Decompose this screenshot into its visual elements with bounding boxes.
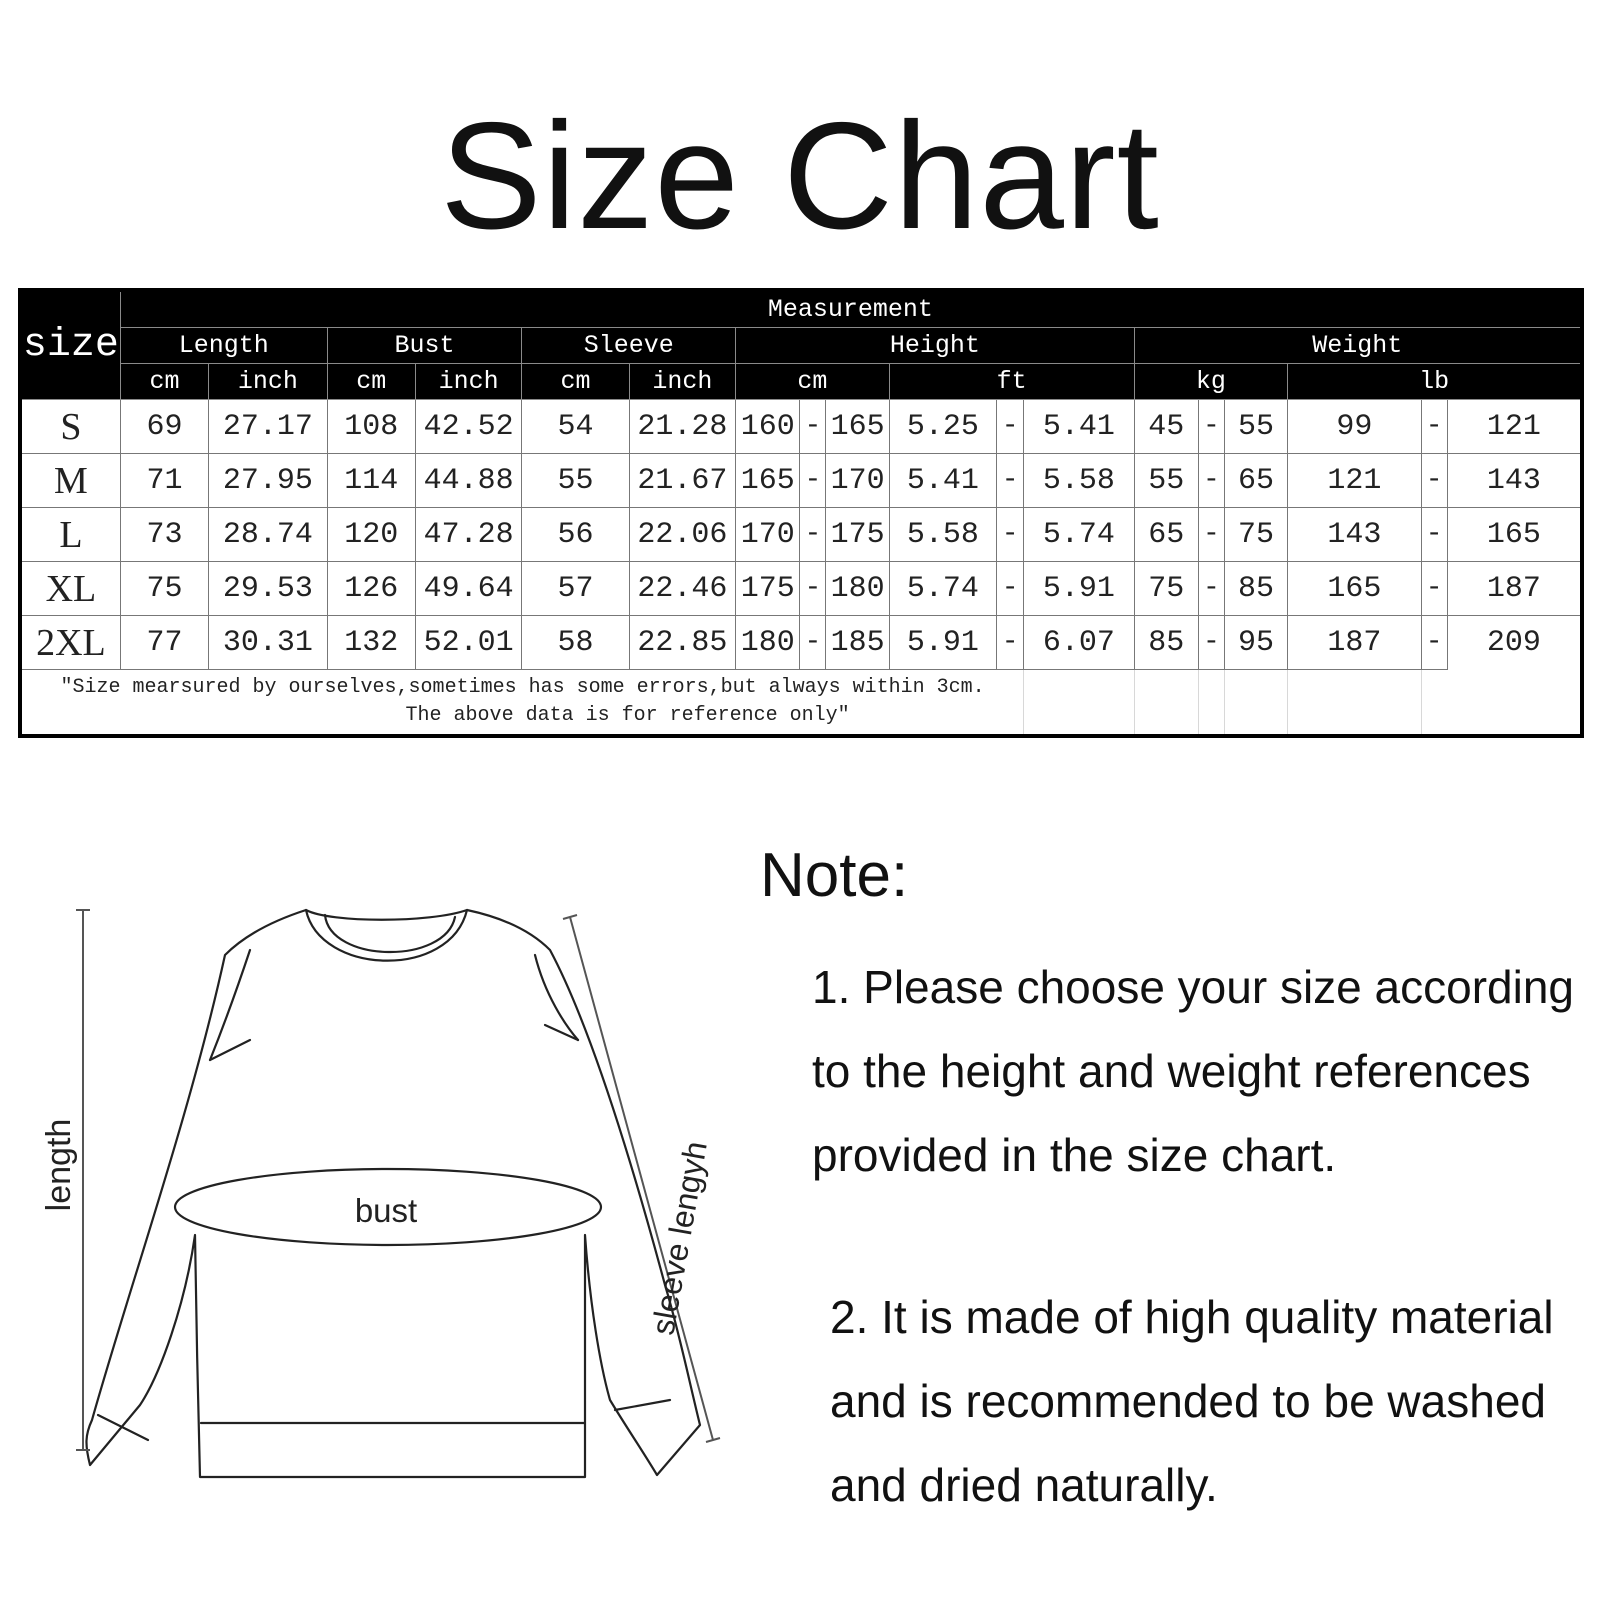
weight-lb-max-cell: 165 <box>1447 508 1582 562</box>
range-separator: - <box>1421 562 1447 616</box>
note-item-2 <box>830 1275 1590 1527</box>
height-ft-max-cell: 5.58 <box>1024 454 1134 508</box>
bust-cm-cell: 108 <box>327 400 415 454</box>
height-cm-min-cell: 170 <box>736 508 800 562</box>
range-separator: - <box>997 454 1024 508</box>
length-inch-cell: 30.31 <box>209 616 327 670</box>
bust-inch-unit: inch <box>415 364 521 400</box>
note-line: 2. It is made of high quality material <box>830 1291 1554 1343</box>
length-cm-cell: 71 <box>120 454 208 508</box>
sleeve-length-label: sleeve lengyh <box>644 1138 714 1338</box>
range-separator: - <box>1198 616 1224 670</box>
height-cm-min-cell: 175 <box>736 562 800 616</box>
length-inch-cell: 27.95 <box>209 454 327 508</box>
height-cm-max-cell: 175 <box>826 508 889 562</box>
range-separator: - <box>800 508 826 562</box>
height-ft-min-cell: 5.25 <box>889 400 996 454</box>
table-footnote <box>20 670 1024 737</box>
sleeve-cm-cell: 57 <box>522 562 629 616</box>
length-cm-cell: 69 <box>120 400 208 454</box>
height-cm-max-cell: 165 <box>826 400 889 454</box>
note-line: 1. Please choose your size according <box>812 961 1574 1013</box>
sleeve-cm-cell: 56 <box>522 508 629 562</box>
weight-kg-unit: kg <box>1134 364 1288 400</box>
bust-cm-cell: 132 <box>327 616 415 670</box>
length-cm-unit: cm <box>120 364 208 400</box>
length-inch-cell: 27.17 <box>209 400 327 454</box>
range-separator: - <box>997 400 1024 454</box>
range-separator: - <box>800 616 826 670</box>
sweatshirt-diagram <box>30 895 730 1515</box>
note-heading: Note: <box>760 841 909 910</box>
note-line: to the height and weight references <box>812 1045 1531 1097</box>
size-row <box>20 562 1582 616</box>
page-title: Size Chart <box>440 91 1160 261</box>
bust-cm-unit: cm <box>327 364 415 400</box>
note-line: and dried naturally. <box>830 1459 1218 1511</box>
note-line: provided in the size chart. <box>812 1129 1337 1181</box>
bust-label: bust <box>354 1192 418 1229</box>
weight-lb-min-cell: 121 <box>1288 454 1421 508</box>
blank-cell <box>1224 670 1287 737</box>
height-cm-min-cell: 180 <box>736 616 800 670</box>
sleeve-cm-cell: 55 <box>522 454 629 508</box>
height-header: Height <box>736 328 1134 364</box>
size-cell: M <box>20 454 120 508</box>
weight-kg-max-cell: 95 <box>1224 616 1287 670</box>
length-cm-cell: 73 <box>120 508 208 562</box>
size-cell: S <box>20 400 120 454</box>
height-ft-unit: ft <box>889 364 1134 400</box>
range-separator: - <box>997 616 1024 670</box>
size-row <box>20 454 1582 508</box>
size-cell: XL <box>20 562 120 616</box>
length-label: length <box>40 1118 78 1212</box>
weight-header: Weight <box>1134 328 1582 364</box>
weight-kg-min-cell: 85 <box>1134 616 1198 670</box>
height-cm-max-cell: 170 <box>826 454 889 508</box>
sleeve-inch-cell: 22.85 <box>629 616 735 670</box>
length-cm-cell: 75 <box>120 562 208 616</box>
bust-cm-cell: 120 <box>327 508 415 562</box>
range-separator: - <box>1198 400 1224 454</box>
height-cm-min-cell: 160 <box>736 400 800 454</box>
weight-lb-min-cell: 165 <box>1288 562 1421 616</box>
sleeve-inch-cell: 22.46 <box>629 562 735 616</box>
sleeve-inch-cell: 21.28 <box>629 400 735 454</box>
height-ft-min-cell: 5.58 <box>889 508 996 562</box>
range-separator: - <box>1198 562 1224 616</box>
blank-cell <box>1134 670 1198 737</box>
size-column-header: size <box>20 290 120 400</box>
range-separator: - <box>1198 454 1224 508</box>
bust-inch-cell: 42.52 <box>415 400 521 454</box>
height-ft-max-cell: 5.41 <box>1024 400 1134 454</box>
weight-lb-min-cell: 143 <box>1288 508 1421 562</box>
size-cell: 2XL <box>20 616 120 670</box>
height-ft-min-cell: 5.41 <box>889 454 996 508</box>
weight-lb-max-cell: 121 <box>1447 400 1582 454</box>
sleeve-cm-cell: 58 <box>522 616 629 670</box>
height-cm-max-cell: 185 <box>826 616 889 670</box>
sleeve-inch-cell: 22.06 <box>629 508 735 562</box>
weight-kg-max-cell: 55 <box>1224 400 1287 454</box>
sleeve-inch-unit: inch <box>629 364 735 400</box>
blank-cell <box>1421 670 1447 737</box>
weight-kg-min-cell: 75 <box>1134 562 1198 616</box>
footnote-line-2: The above data is for reference only" <box>405 704 850 727</box>
size-table <box>18 288 1584 738</box>
length-header: Length <box>120 328 327 364</box>
length-inch-cell: 29.53 <box>209 562 327 616</box>
bust-cm-cell: 126 <box>327 562 415 616</box>
weight-kg-min-cell: 65 <box>1134 508 1198 562</box>
length-cm-cell: 77 <box>120 616 208 670</box>
weight-kg-max-cell: 85 <box>1224 562 1287 616</box>
height-cm-max-cell: 180 <box>826 562 889 616</box>
weight-lb-max-cell: 209 <box>1447 616 1582 670</box>
weight-kg-max-cell: 65 <box>1224 454 1287 508</box>
weight-kg-min-cell: 45 <box>1134 400 1198 454</box>
blank-cell <box>1024 670 1134 737</box>
sleeve-cm-cell: 54 <box>522 400 629 454</box>
range-separator: - <box>800 400 826 454</box>
bust-inch-cell: 44.88 <box>415 454 521 508</box>
range-separator: - <box>800 454 826 508</box>
height-cm-unit: cm <box>736 364 890 400</box>
bust-inch-cell: 49.64 <box>415 562 521 616</box>
note-line: and is recommended to be washed <box>830 1375 1546 1427</box>
length-inch-cell: 28.74 <box>209 508 327 562</box>
right-cuff-line <box>615 1400 670 1410</box>
range-separator: - <box>997 562 1024 616</box>
range-separator: - <box>1421 508 1447 562</box>
footnote-line-1: "Size mearsured by ourselves,sometimes has some errors,but always within 3cm. <box>60 676 985 699</box>
left-cuff-line <box>98 1415 148 1440</box>
height-ft-min-cell: 5.91 <box>889 616 996 670</box>
height-ft-max-cell: 5.74 <box>1024 508 1134 562</box>
sleeve-cm-unit: cm <box>522 364 629 400</box>
height-cm-min-cell: 165 <box>736 454 800 508</box>
sleeve-header: Sleeve <box>522 328 736 364</box>
blank-cell <box>1198 670 1224 737</box>
range-separator: - <box>1421 454 1447 508</box>
bust-cm-cell: 114 <box>327 454 415 508</box>
blank-cell <box>1288 670 1421 737</box>
weight-kg-min-cell: 55 <box>1134 454 1198 508</box>
size-cell: L <box>20 508 120 562</box>
range-separator: - <box>997 508 1024 562</box>
weight-lb-min-cell: 187 <box>1288 616 1421 670</box>
size-row <box>20 508 1582 562</box>
range-separator: - <box>1421 616 1447 670</box>
size-row <box>20 400 1582 454</box>
range-separator: - <box>800 562 826 616</box>
bust-inch-cell: 47.28 <box>415 508 521 562</box>
size-row <box>20 616 1582 670</box>
weight-lb-max-cell: 187 <box>1447 562 1582 616</box>
weight-kg-max-cell: 75 <box>1224 508 1287 562</box>
bust-inch-cell: 52.01 <box>415 616 521 670</box>
weight-lb-min-cell: 99 <box>1288 400 1421 454</box>
height-ft-min-cell: 5.74 <box>889 562 996 616</box>
weight-lb-unit: lb <box>1288 364 1582 400</box>
measurement-header: Measurement <box>120 290 1582 328</box>
weight-lb-max-cell: 143 <box>1447 454 1582 508</box>
range-separator: - <box>1198 508 1224 562</box>
sleeve-inch-cell: 21.67 <box>629 454 735 508</box>
height-ft-max-cell: 5.91 <box>1024 562 1134 616</box>
length-inch-unit: inch <box>209 364 327 400</box>
height-ft-max-cell: 6.07 <box>1024 616 1134 670</box>
bust-header: Bust <box>327 328 522 364</box>
range-separator: - <box>1421 400 1447 454</box>
note-item-1 <box>812 945 1592 1197</box>
